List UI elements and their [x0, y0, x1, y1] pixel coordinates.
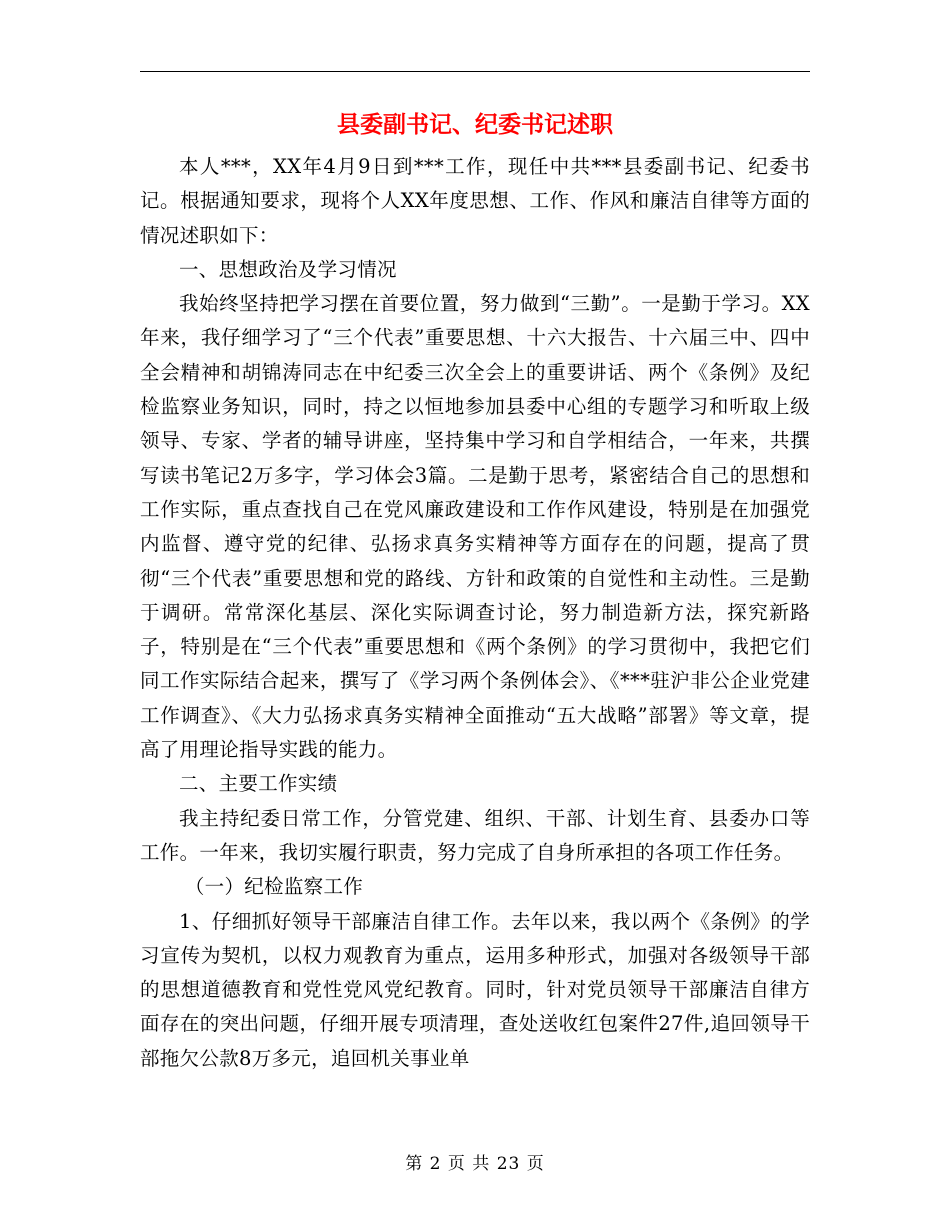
- document-title: 县委副书记、纪委书记述职: [337, 111, 613, 138]
- header-rule: [140, 71, 810, 72]
- section-heading-1: 一、思想政治及学习情况: [179, 257, 397, 281]
- paragraph-study: 我始终坚持把学习摆在首要位置，努力做到“三勤”。一是勤于学习。XX年来，我仔细学习了“三个代表”重要思想、十六大报告、十六届三中、四中全会精神和胡锦涛同志在中纪委三次全会上的重要讲话、两个《条例》及纪检监察业务知识，同时，持之以恒地参加县委中心组的专题学习和听取上级领导、专家、学者的辅导讲座，坚持集中学习和自学相结合，一年来，共撰写读书笔记2万多字，学习体会3篇。二是勤于思考，紧密结合自己的思想和工作实际，重点查找自己在党风廉政建设和工作作风建设，特别是在加强党内监督、遵守党的纪律、弘扬求真务实精神等方面存在的问题，提高了贯彻“三个代表”重要思想和党的路线、方针和政策的自觉性和主动性。三是勤于调研。常常深化基层、深化实际调查讨论，努力制造新方法，探究新路子，特别是在“三个代表”重要思想和《两个条例》的学习贯彻中，我把它们同工作实际结合起来，撰写了《学习两个条例体会》、《***驻沪非公企业党建工作调查》、《大力弘扬求真务实精神全面推动“五大战略”部署》等文章，提高了用理论指导实践的能力。: [140, 292, 810, 762]
- page-number: 第 2 页 共 23 页: [405, 1154, 545, 1174]
- section-heading-2: 二、主要工作实绩: [179, 772, 338, 796]
- paragraph-self-discipline: 1、仔细抓好领导干部廉洁自律工作。去年以来，我以两个《条例》的学习宣传为契机，以权力观教育为重点，运用多种形式，加强对各级领导干部的思想道德教育和党性党风党纪教育。同时，针对党员领导干部廉洁自律方面存在的突出问题，仔细开展专项清理，查处送收红包案件27件,追回领导干部拖欠公款8万多元，追回机关事业单: [140, 909, 810, 1070]
- paragraph-duties: 我主持纪委日常工作，分管党建、组织、干部、计划生育、县委办口等工作。一年来，我切实履行职责，努力完成了自身所承担的各项工作任务。: [140, 806, 810, 864]
- subsection-heading-1: （一）纪检监察工作: [184, 875, 364, 899]
- document-body: [140, 150, 810, 1076]
- paragraph-intro: 本人***，XX年4月9日到***工作，现任中共***县委副书记、纪委书记。根据通知要求，现将个人XX年度思想、工作、作风和廉洁自律等方面的情况述职如下：: [140, 155, 810, 247]
